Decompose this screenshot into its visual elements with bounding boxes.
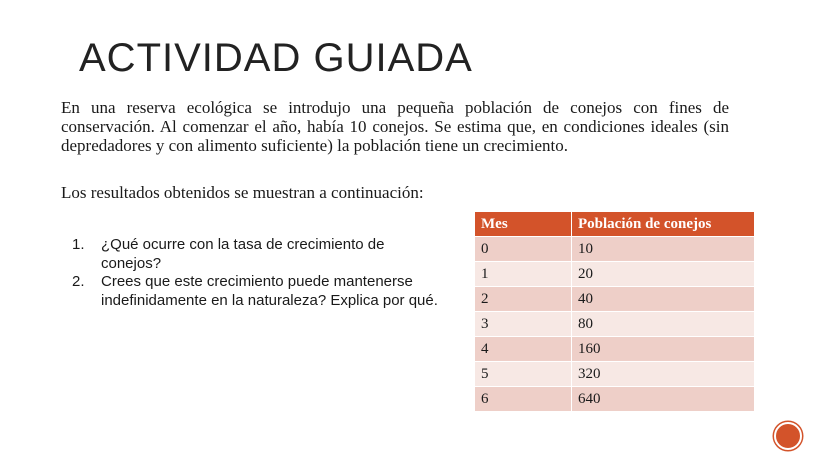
question-text: ¿Qué ocurre con la tasa de crecimiento de conejos? [101, 236, 385, 272]
results-intro: Los resultados obtenidos se muestran a continuación: [61, 183, 424, 202]
question-number: 2. [72, 273, 85, 290]
cell-month: 4 [475, 337, 572, 362]
cell-month: 6 [475, 387, 572, 412]
list-item [72, 236, 442, 273]
cell-population: 40 [572, 287, 755, 312]
table-row [475, 387, 755, 412]
table-header-row [475, 212, 755, 237]
table-row [475, 337, 755, 362]
table-row [475, 287, 755, 312]
header-population: Población de conejos [572, 212, 755, 237]
table-row [475, 362, 755, 387]
table-row [475, 262, 755, 287]
cell-population: 320 [572, 362, 755, 387]
cell-month: 3 [475, 312, 572, 337]
circle-button-icon[interactable] [774, 422, 802, 450]
cell-month: 2 [475, 287, 572, 312]
cell-population: 20 [572, 262, 755, 287]
cell-population: 640 [572, 387, 755, 412]
question-list [72, 236, 442, 310]
table-row [475, 237, 755, 262]
cell-month: 5 [475, 362, 572, 387]
question-number: 1. [72, 236, 85, 253]
question-text: Crees que este crecimiento puede mantenerse indefinidamente en la naturaleza? Explica por qué. [101, 273, 438, 309]
intro-paragraph: En una reserva ecológica se introdujo una pequeña población de conejos con fines de conservación. Al comenzar el año, había 10 conejos. Se estima que, en condiciones ideales (sin depredadores y con alimento suficiente) la población tiene un crecimiento. [61, 98, 729, 155]
cell-population: 160 [572, 337, 755, 362]
slide-title: ACTIVIDAD GUIADA [79, 36, 473, 80]
cell-month: 0 [475, 237, 572, 262]
cell-month: 1 [475, 262, 572, 287]
header-month: Mes [475, 212, 572, 237]
population-table [474, 211, 755, 412]
cell-population: 10 [572, 237, 755, 262]
cell-population: 80 [572, 312, 755, 337]
table-row [475, 312, 755, 337]
list-item [72, 273, 442, 310]
